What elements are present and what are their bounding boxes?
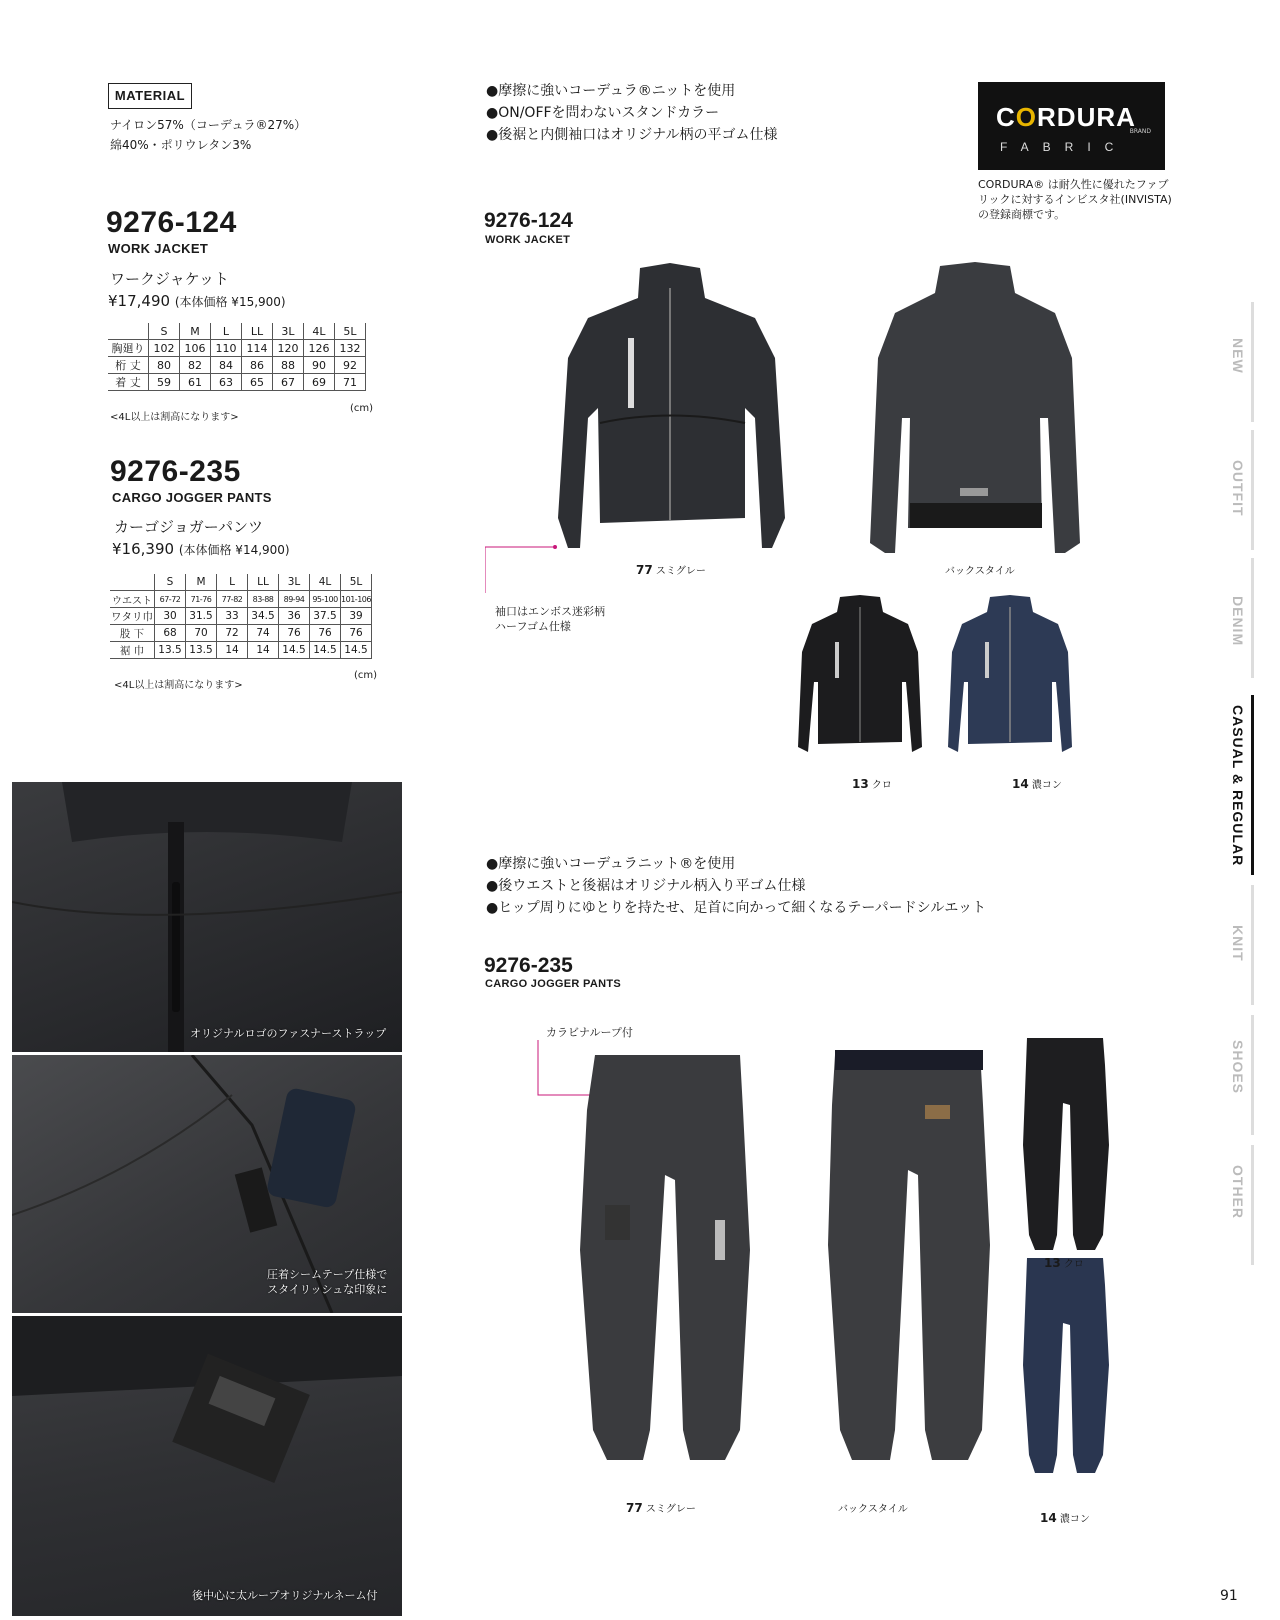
size-cell: 69: [304, 374, 335, 391]
material-line-1: ナイロン57%（コーデュラ®27%）: [110, 118, 307, 132]
label-detail-photo: [12, 1316, 402, 1616]
size-header: S: [149, 323, 180, 340]
material-badge: MATERIAL: [108, 83, 192, 109]
jacket-price: [108, 292, 286, 310]
row-label: 胸廻り: [108, 340, 149, 357]
size-header: L: [211, 323, 242, 340]
table-row: [108, 340, 366, 357]
caption-number: 77: [636, 563, 653, 577]
size-cell: 13.5: [155, 642, 186, 659]
pants-code: 9276-235: [110, 455, 241, 488]
size-cell: 68: [155, 625, 186, 642]
size-cell: 34.5: [248, 608, 279, 625]
side-tab-knit[interactable]: KNIT: [1230, 925, 1246, 962]
size-header: L: [217, 574, 248, 591]
pants-back-image: [810, 1045, 1010, 1470]
cordura-fabric-text: FABRIC: [1000, 140, 1128, 154]
size-cell: 110: [211, 340, 242, 357]
row-label: 裾 巾: [110, 642, 155, 659]
pants-jp-name: カーゴジョガーパンツ: [114, 518, 263, 536]
side-tab-bar: [1251, 1145, 1254, 1265]
side-tab-outfit[interactable]: OUTFIT: [1230, 460, 1246, 517]
label-detail-illustration: [12, 1316, 402, 1616]
size-header: M: [180, 323, 211, 340]
pants-black-image: [1015, 1035, 1115, 1255]
side-tab-bar-active: [1251, 695, 1254, 875]
size-cell: 88: [273, 357, 304, 374]
row-label: ウエスト: [110, 591, 155, 608]
jacket-caption-14: [1012, 776, 1062, 791]
table-row: [110, 591, 372, 608]
table-row: [110, 625, 372, 642]
size-cell: 36: [279, 608, 310, 625]
feature-item: ●ON/OFFを問わないスタンドカラー: [486, 105, 720, 121]
pants-caption-back: [838, 1500, 908, 1515]
side-tab-casual-regular[interactable]: CASUAL & REGULAR: [1230, 705, 1246, 867]
size-cell: 76: [310, 625, 341, 642]
cordura-note-line: CORDURA® は耐久性に優れたファブ: [978, 178, 1169, 191]
jacket-size-unit: (cm): [350, 403, 374, 414]
pants-size-table: [110, 574, 372, 659]
row-label: 桁 丈: [108, 357, 149, 374]
caption-text: 濃コン: [1031, 780, 1062, 791]
table-row: [108, 374, 366, 391]
feature-item: ●ヒップ周りにゆとりを持たせ、足首に向かって細くなるテーパードシルエット: [486, 900, 987, 916]
pants-caption-13: [1044, 1255, 1084, 1270]
size-header: 4L: [310, 574, 341, 591]
size-cell: 126: [304, 340, 335, 357]
jacket-price-note: (本体価格 ¥15,900): [174, 295, 286, 309]
size-cell: 61: [180, 374, 211, 391]
table-row: [108, 357, 366, 374]
side-tab-bar: [1251, 302, 1254, 422]
jacket-caption-13: [852, 776, 892, 791]
jacket-section-en-name: WORK JACKET: [485, 234, 571, 246]
jacket-size-note: <4L以上は割高になります>: [110, 412, 239, 423]
size-cell: 92: [335, 357, 366, 374]
size-cell: 83-88: [248, 591, 279, 608]
pants-price: [112, 540, 290, 558]
label-caption: 後中心に太ループオリジナルネーム付: [192, 1589, 378, 1602]
corner-cell: [108, 323, 149, 340]
side-tab-shoes[interactable]: SHOES: [1230, 1040, 1246, 1095]
size-cell: 84: [211, 357, 242, 374]
pants-caption-14: [1040, 1510, 1090, 1525]
seam-caption-line: 圧着シームテープ仕様で: [267, 1268, 388, 1281]
zip-caption: オリジナルロゴのファスナーストラップ: [190, 1027, 387, 1040]
cordura-note: [978, 177, 1172, 222]
size-cell: 70: [186, 625, 217, 642]
caption-text: スミグレー: [645, 1504, 696, 1515]
row-label: 着 丈: [108, 374, 149, 391]
size-cell: 59: [149, 374, 180, 391]
caption-number: 13: [852, 777, 869, 791]
size-header: M: [186, 574, 217, 591]
jacket-callout-text: [495, 604, 605, 634]
size-cell: 33: [217, 608, 248, 625]
jacket-callout-line: [485, 545, 565, 595]
side-tab-bar: [1251, 1015, 1254, 1135]
side-tab-bar: [1251, 558, 1254, 678]
feature-item: ●摩擦に強いコーデュラニット®を使用: [486, 856, 736, 872]
side-tab-bar: [1251, 885, 1254, 1005]
jacket-front-image: [540, 258, 800, 558]
page-number: 91: [1220, 1588, 1238, 1604]
jacket-price-value: ¥17,490: [108, 292, 171, 310]
size-cell: 14.5: [341, 642, 372, 659]
size-header: LL: [248, 574, 279, 591]
size-cell: 63: [211, 374, 242, 391]
feature-item: ●摩擦に強いコーデュラ®ニットを使用: [486, 83, 736, 99]
jacket-section-code: 9276-124: [484, 209, 573, 232]
callout-line: ハーフゴム仕様: [495, 620, 571, 633]
jacket-caption-77: [636, 562, 706, 577]
jacket-black-image: [790, 592, 930, 762]
cordura-note-line: の登録商標です。: [978, 208, 1066, 221]
size-cell: 76: [341, 625, 372, 642]
size-cell: 14.5: [310, 642, 341, 659]
feature-item: ●後裾と内側袖口はオリジナル柄の平ゴム仕様: [486, 127, 778, 143]
size-cell: 76: [279, 625, 310, 642]
pants-price-note: (本体価格 ¥14,900): [178, 543, 290, 557]
caption-text: スミグレー: [655, 566, 706, 577]
size-cell: 14: [248, 642, 279, 659]
caption-number: 77: [626, 1501, 643, 1515]
size-header: 3L: [279, 574, 310, 591]
cordura-wordmark: CORDURA: [996, 102, 1136, 132]
size-header: 3L: [273, 323, 304, 340]
size-cell: 82: [180, 357, 211, 374]
pants-section-code: 9276-235: [484, 954, 573, 977]
size-cell: 67-72: [155, 591, 186, 608]
corner-cell: [110, 574, 155, 591]
size-cell: 106: [180, 340, 211, 357]
jacket-back-image: [860, 258, 1090, 558]
pants-callout-text: カラビナループ付: [546, 1026, 633, 1039]
pants-navy-image: [1015, 1255, 1115, 1480]
size-cell: 65: [242, 374, 273, 391]
size-header: 5L: [341, 574, 372, 591]
row-label: 股 下: [110, 625, 155, 642]
zip-detail-illustration: [12, 782, 402, 1052]
pants-features: [486, 853, 986, 919]
pants-front-image: [565, 1050, 765, 1470]
size-header: LL: [242, 323, 273, 340]
size-cell: 71: [335, 374, 366, 391]
size-cell: 89-94: [279, 591, 310, 608]
size-cell: 13.5: [186, 642, 217, 659]
jacket-size-table: [108, 323, 366, 391]
row-label: ワタリ巾: [110, 608, 155, 625]
jacket-en-name: WORK JACKET: [108, 241, 209, 256]
size-cell: 72: [217, 625, 248, 642]
size-cell: 102: [149, 340, 180, 357]
pants-section-en-name: CARGO JOGGER PANTS: [485, 978, 621, 990]
caption-number: 13: [1044, 1256, 1061, 1270]
caption-number: 14: [1040, 1511, 1057, 1525]
caption-number: 14: [1012, 777, 1029, 791]
size-cell: 31.5: [186, 608, 217, 625]
table-row: [110, 608, 372, 625]
seam-caption-line: スタイリッシュな印象に: [267, 1283, 388, 1296]
size-cell: 14: [217, 642, 248, 659]
seam-caption: [267, 1267, 387, 1297]
size-header: 4L: [304, 323, 335, 340]
size-cell: 74: [248, 625, 279, 642]
size-cell: 95-100: [310, 591, 341, 608]
caption-text: バックスタイル: [838, 1504, 908, 1515]
side-tab-new[interactable]: NEW: [1230, 338, 1246, 374]
pants-size-note: <4L以上は割高になります>: [114, 680, 243, 691]
material-line-2: 綿40%・ポリウレタン3%: [110, 138, 252, 152]
size-cell: 71-76: [186, 591, 217, 608]
size-cell: 101-106: [341, 591, 372, 608]
size-cell: 37.5: [310, 608, 341, 625]
pants-price-value: ¥16,390: [112, 540, 175, 558]
size-cell: 14.5: [279, 642, 310, 659]
side-tab-denim[interactable]: DENIM: [1230, 596, 1246, 647]
size-header: 5L: [335, 323, 366, 340]
size-cell: 30: [155, 608, 186, 625]
feature-item: ●後ウエストと後裾はオリジナル柄入り平ゴム仕様: [486, 878, 806, 894]
pants-en-name: CARGO JOGGER PANTS: [112, 490, 272, 505]
jacket-navy-image: [940, 592, 1080, 762]
cordura-note-line: リックに対するインビスタ社(INVISTA): [978, 193, 1172, 206]
size-cell: 120: [273, 340, 304, 357]
caption-text: クロ: [871, 780, 892, 791]
size-cell: 90: [304, 357, 335, 374]
jacket-code: 9276-124: [106, 206, 237, 239]
size-cell: 39: [341, 608, 372, 625]
caption-text: バックスタイル: [945, 566, 1015, 577]
side-tab-bar: [1251, 430, 1254, 550]
caption-text: クロ: [1063, 1259, 1084, 1270]
callout-line: 袖口はエンボス迷彩柄: [495, 605, 605, 618]
size-cell: 67: [273, 374, 304, 391]
jacket-jp-name: ワークジャケット: [110, 270, 229, 288]
side-tab-other[interactable]: OTHER: [1230, 1165, 1246, 1219]
seam-detail-photo: [12, 1055, 402, 1313]
table-row: [110, 642, 372, 659]
cordura-logo: [978, 82, 1165, 170]
pants-size-unit: (cm): [354, 670, 378, 681]
zip-detail-photo: [12, 782, 402, 1052]
size-cell: 77-82: [217, 591, 248, 608]
cordura-brand-mark: BRAND: [1129, 128, 1151, 135]
jacket-caption-back: [945, 562, 1015, 577]
size-header: S: [155, 574, 186, 591]
size-cell: 86: [242, 357, 273, 374]
pants-caption-77: [626, 1500, 696, 1515]
jacket-features: [486, 80, 778, 146]
size-cell: 114: [242, 340, 273, 357]
size-cell: 132: [335, 340, 366, 357]
caption-text: 濃コン: [1059, 1514, 1090, 1525]
size-cell: 80: [149, 357, 180, 374]
